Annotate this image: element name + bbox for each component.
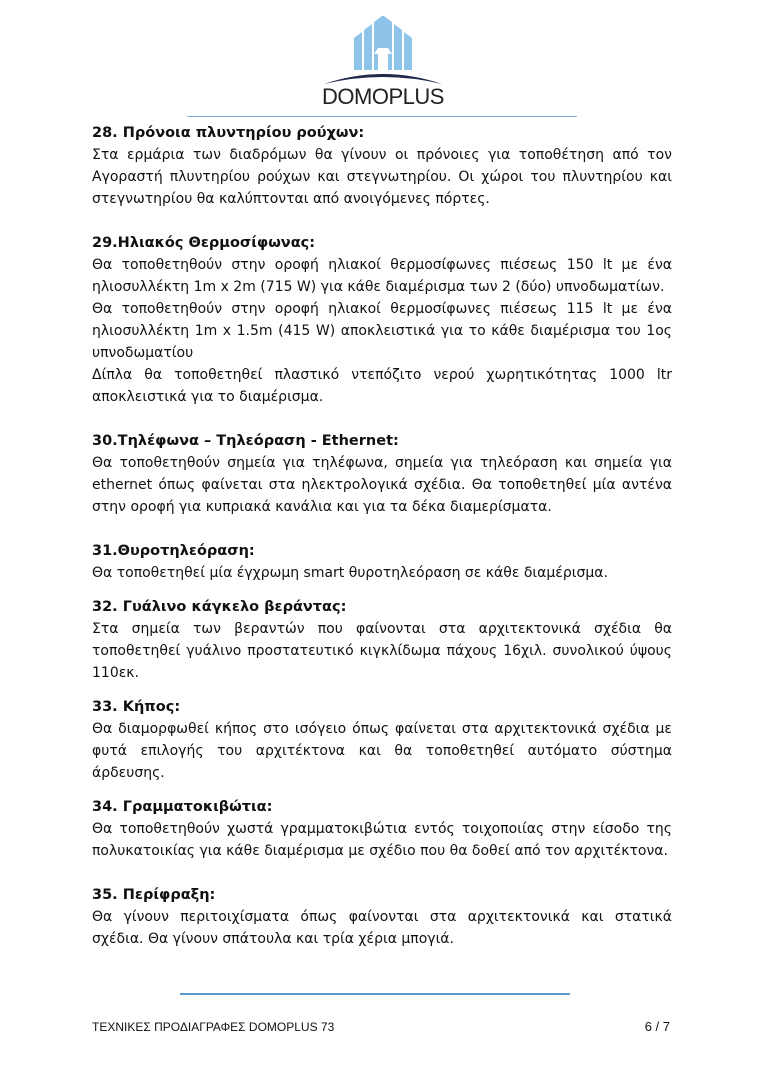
section-paragraph: Θα τοποθετηθούν σημεία για τηλέφωνα, σημεία για τηλεόραση και σημεία για ethernet όπως φαίνεται στα ηλεκτρολογικά σχέδια. Θα τοποθετηθεί μία αντένα στην οροφή για κυπριακά κανάλια και για τα δέκα διαμερίσματα. <box>92 455 672 515</box>
section-heading: 33. Κήπος: <box>92 699 181 715</box>
section-paragraph: Θα γίνουν περιτοιχίσματα όπως φαίνονται στα αρχιτεκτονικά και στατικά σχέδια. Θα γίνουν σπάτουλα και τρία χέρια μπογιά. <box>92 909 672 947</box>
section-33 <box>92 696 672 784</box>
section-heading: 31.Θυροτηλεόραση: <box>92 543 255 559</box>
section-paragraph: Θα τοποθετηθούν χωστά γραμματοκιβώτια εντός τοιχοποιίας στην είσοδο της πολυκατοικίας για κάθε διαμέρισμα με σχέδιο που θα δοθεί από τον αρχιτέκτονα. <box>92 821 672 859</box>
section-heading: 32. Γυάλινο κάγκελο βεράντας: <box>92 599 347 615</box>
footer-divider <box>180 993 570 995</box>
section-heading: 30.Τηλέφωνα – Τηλεόραση - Ethernet: <box>92 433 399 449</box>
document-body <box>92 122 672 950</box>
section-paragraph: Στα σημεία των βεραντών που φαίνονται στα αρχιτεκτονικά σχέδια θα τοποθετηθεί γυάλινο προστατευτικό κιγκλίδωμα πάχους 16χιλ. συνολικού ύψους 110εκ. <box>92 621 672 681</box>
building-logo-icon <box>318 8 448 88</box>
section-30 <box>92 430 672 518</box>
section-32 <box>92 596 672 684</box>
domoplus-logo <box>318 8 448 110</box>
section-paragraph: Δίπλα θα τοποθετηθεί πλαστικό ντεπόζιτο νερού χωρητικότητας 1000 ltr αποκλειστικά για το διαμέρισμα. <box>92 367 672 405</box>
section-heading: 29.Ηλιακός Θερμοσίφωνας: <box>92 235 316 251</box>
section-paragraph: Θα διαμορφωθεί κήπος στο ισόγειο όπως φαίνεται στα αρχιτεκτονικά σχέδια με φυτά επιλογής του αρχιτέκτονα και θα τοποθετηθεί αυτόματο σύστημα άρδευσης. <box>92 721 672 781</box>
page-number: 6 / 7 <box>644 1019 670 1034</box>
section-paragraph: Θα τοποθετηθούν στην οροφή ηλιακοί θερμοσίφωνες πιέσεως 115 lt με ένα ηλιοσυλλέκτη 1m x 1.5m (415 W) αποκλειστικά για το κάθε διαμέρισμα του 1ος υπνοδωματίου <box>92 301 672 361</box>
section-31 <box>92 540 672 584</box>
section-paragraph: Θα τοποθετηθούν στην οροφή ηλιακοί θερμοσίφωνες πιέσεως 150 lt με ένα ηλιοσυλλέκτη 1m x 2m (715 W) για κάθε διαμέρισμα των 2 (δύο) υπνοδωματίων. <box>92 257 672 295</box>
section-heading: 35. Περίφραξη: <box>92 887 216 903</box>
section-29 <box>92 232 672 408</box>
header-divider <box>187 116 577 117</box>
footer-document-title: ΤΕΧΝΙΚΕΣ ΠΡΟΔΙΑΓΡΑΦΕΣ DOMOPLUS 73 <box>92 1020 335 1034</box>
section-35 <box>92 884 672 950</box>
section-paragraph: Στα ερμάρια των διαδρόμων θα γίνουν οι πρόνοιες για τοποθέτηση από τον Αγοραστή πλυντηρίου ρούχων και στεγνωτηρίου. Οι χώροι του πλυντηρίου και στεγνωτηρίου θα καλύπτονται από ανοιγόμενες πόρτες. <box>92 147 672 207</box>
section-heading: 28. Πρόνοια πλυντηρίου ρούχων: <box>92 125 365 141</box>
section-heading: 34. Γραμματοκιβώτια: <box>92 799 273 815</box>
logo-text: DOMOPLUS <box>322 84 444 109</box>
section-paragraph: Θα τοποθετηθεί μία έγχρωμη smart θυροτηλεόραση σε κάθε διαμέρισμα. <box>92 565 608 581</box>
section-28 <box>92 122 672 210</box>
section-34 <box>92 796 672 862</box>
